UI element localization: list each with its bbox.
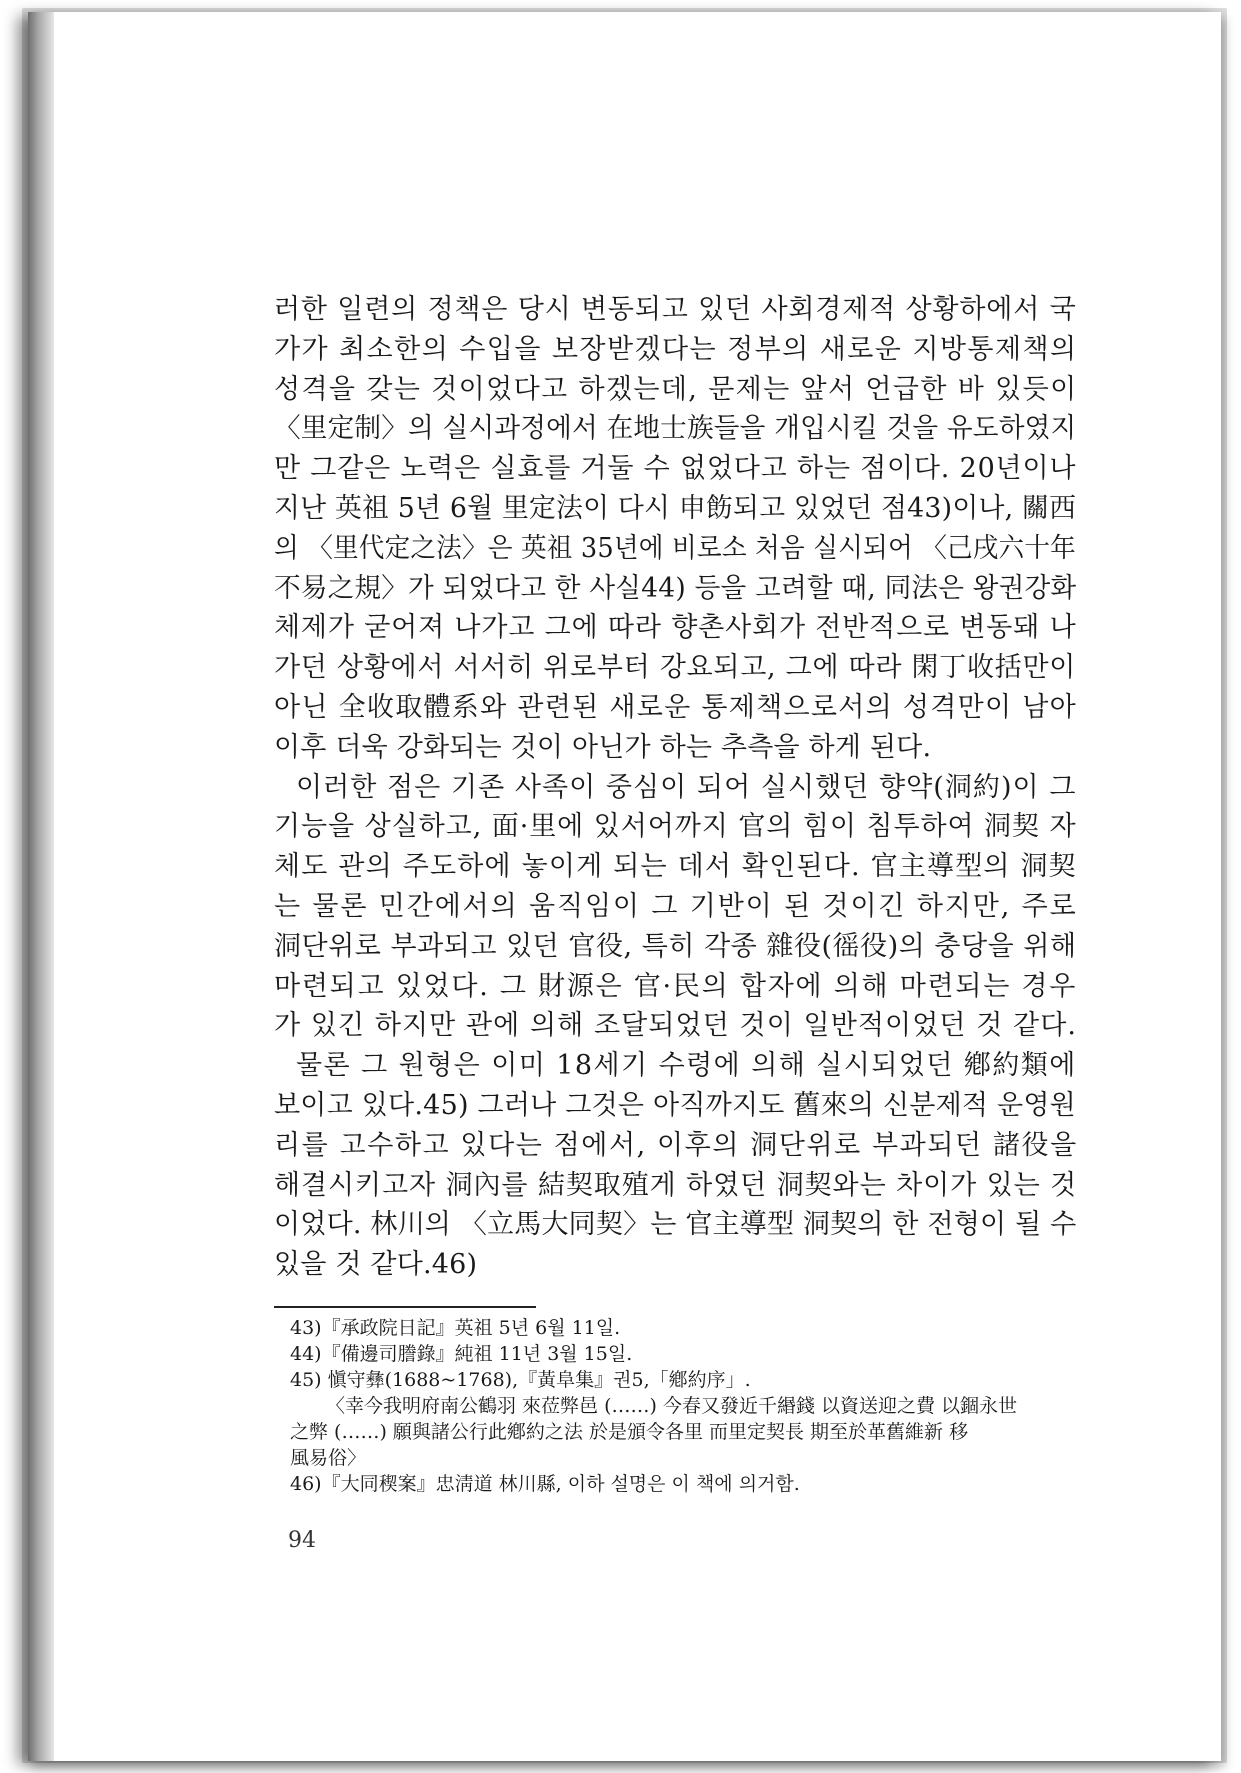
text-line: 만 그같은 노력은 실효를 거둘 수 없었다고 하는 점이다. 20년이나 xyxy=(274,453,1077,485)
text-line: 不易之規〉가 되었다고 한 사실44) 등을 고려할 때, 同法은 왕권강화 xyxy=(274,572,1077,604)
text-line: 가가 최소한의 수입을 보장받겠다는 정부의 새로운 지방통제책의 xyxy=(274,333,1078,365)
text-line: 체도 관의 주도하에 놓이게 되는 데서 확인된다. 官主導型의 洞契 xyxy=(274,851,1077,883)
body-text xyxy=(274,290,1076,1285)
text-line: 이후 더욱 강화되는 것이 아닌가 하는 추측을 하게 된다. xyxy=(274,731,932,763)
text-line: 아닌 全收取體系와 관련된 새로운 통제책으로서의 성격만이 남아 xyxy=(274,691,1077,723)
text-line: 있을 것 같다.46) xyxy=(274,1249,478,1281)
text-line: 이었다. 林川의 〈立馬大同契〉는 官主導型 洞契의 한 전형이 될 수 xyxy=(274,1209,1077,1241)
footnote-43: 43)『承政院日記』英祖 5년 6월 11일. xyxy=(290,1317,621,1339)
page-number: 94 xyxy=(288,1528,316,1553)
text-line: 지난 英祖 5년 6월 里定法이 다시 申飭되고 있었던 점43)이나, 關西 xyxy=(274,492,1077,524)
text-line: 마련되고 있었다. 그 財源은 官·民의 합자에 의해 마련되는 경우 xyxy=(274,970,1078,1002)
text-line: 가던 상황에서 서서히 위로부터 강요되고, 그에 따라 閑丁收括만이 xyxy=(274,652,1077,684)
text-line: 물론 그 원형은 이미 18세기 수령에 의해 실시되었던 鄕約類에 xyxy=(296,1050,1077,1082)
text-line: 는 물론 민간에서의 움직임이 그 기반이 된 것이긴 하지만, 주로 xyxy=(274,890,1078,922)
footnote-45-quote: 風易俗〉 xyxy=(290,1447,367,1469)
text-line: 가 있긴 하지만 관에 의해 조달되었던 것이 일반적이었던 것 같다. xyxy=(274,1010,1078,1042)
text-line: 의 〈里代定之法〉은 英祖 35년에 비로소 처음 실시되어 〈己戌六十年 xyxy=(274,532,1076,564)
footnote-46: 46)『大同稧案』忠淸道 林川縣, 이하 설명은 이 책에 의거함. xyxy=(290,1473,800,1495)
text-line: 러한 일련의 정책은 당시 변동되고 있던 사회경제적 상황하에서 국 xyxy=(274,294,1077,325)
text-line: 이러한 점은 기존 사족이 중심이 되어 실시했던 향약(洞約)이 그 xyxy=(296,771,1077,803)
footnote-45: 45) 愼守彝(1688~1768),『黃阜集』권5,「鄕約序」. xyxy=(290,1369,751,1391)
book-spine xyxy=(28,12,54,1761)
text-line: 보이고 있다.45) 그러나 그것은 아직까지도 舊來의 신분제적 운영원 xyxy=(274,1089,1076,1121)
footnote-45-quote: 之弊 (……) 願與諸公行此鄕約之法 於是頒令各里 而里定契長 期至於革舊維新 移 xyxy=(290,1421,969,1443)
text-line: 해결시키고자 洞內를 結契取殖게 하였던 洞契와는 차이가 있는 것 xyxy=(274,1169,1078,1201)
footnotes xyxy=(290,1315,1080,1497)
footnote-44: 44)『備邊司謄錄』純祖 11년 3월 15일. xyxy=(290,1343,633,1365)
text-line: 洞단위로 부과되고 있던 官役, 특히 각종 雜役(徭役)의 충당을 위해 xyxy=(274,930,1077,962)
text-line: 기능을 상실하고, 面·里에 있서어까지 官의 힘이 침투하여 洞契 자 xyxy=(274,811,1077,843)
text-line: 리를 고수하고 있다는 점에서, 이후의 洞단위로 부과되던 諸役을 xyxy=(274,1129,1078,1161)
text-line: 체제가 굳어져 나가고 그에 따라 향촌사회가 전반적으로 변동돼 나 xyxy=(274,612,1077,644)
footnote-45-quote: 〈幸今我明府南公鶴羽 來莅弊邑 (……) 今春又發近千緡錢 以資送迎之費 以錮永世 xyxy=(326,1395,1018,1417)
text-line: 성격을 갖는 것이었다고 하겠는데, 문제는 앞서 언급한 바 있듯이 xyxy=(274,373,1078,405)
text-line: 〈里定制〉의 실시과정에서 在地士族들을 개입시킬 것을 유도하였지 xyxy=(274,413,1077,445)
footnote-rule xyxy=(274,1306,536,1308)
